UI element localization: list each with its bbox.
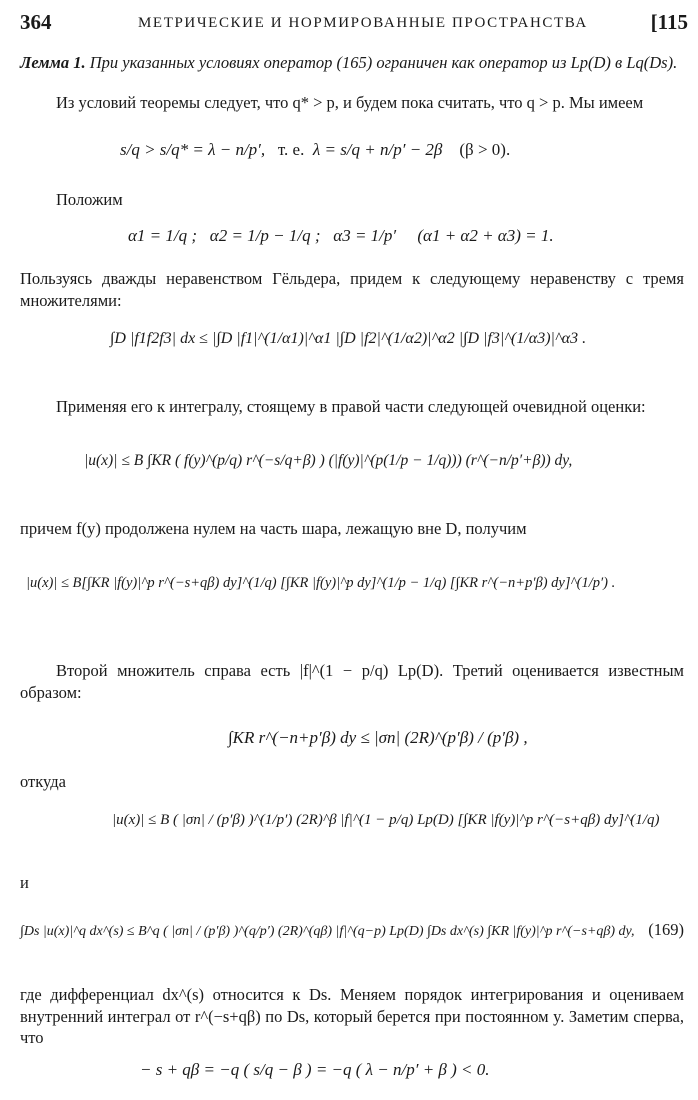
paragraph-4: причем f(y) продолжена нулем на часть шара, лежащую вне D, получим (20, 519, 527, 538)
equation-4: |u(x)| ≤ B ∫KR ( f(y)^(p/q) r^(−s/q+β) ) (|f(y)|^(p(1/p − 1/q))) (r^(−n/p′+β)) dy, (84, 452, 573, 469)
eq8-body: ∫Ds |u(x)|^q dx^(s) ≤ B^q ( |σn| / (p′β) )^(q/p′) (2R)^(qβ) |f|^(q−p) Lp(D) ∫Ds dx^(s) ∫KR |f(y)|^p r^(−s+qβ) dy, (20, 924, 635, 939)
lemma-label: Лемма 1. (20, 53, 86, 72)
eq1-middle: т. е. (277, 140, 305, 159)
section-number: [115 (650, 10, 688, 34)
paragraph-6: где дифференциал dx^(s) относится к Ds. Меняем порядок интегрирования и оцениваем внутренний интеграл от r^(−s+qβ) по Ds, который берется при постоянном y. Заметим сперва, что (20, 985, 684, 1047)
alpha-1: α1 = 1/q ; (128, 226, 198, 245)
alpha-3: α3 = 1/p′ (333, 226, 397, 245)
page-number: 364 (20, 10, 52, 34)
equation-2 (128, 226, 554, 246)
lemma-text: При указанных условиях оператор (165) ограничен как оператор из Lp(D) в Lq(Ds). (89, 53, 678, 72)
lemma-statement (20, 52, 684, 74)
eq1-condition: (β > 0). (459, 140, 511, 159)
equation-1: s/q > s/q* = λ − n/p′, т. е. λ = s/q + n/p′ − 2β (β > 0). (120, 140, 511, 159)
equation-3: ∫D |f1f2f3| dx ≤ |∫D |f1|^(1/α1)|^α1 |∫D |f2|^(1/α2)|^α2 |∫D |f3|^(1/α3)|^α3 . (110, 330, 587, 347)
paragraph-1: Из условий теоремы следует, что q* > p, и будем пока считать, что q > p. Мы имеем (56, 93, 644, 112)
whence-label: откуда (20, 772, 66, 791)
running-title: МЕТРИЧЕСКИЕ И НОРМИРОВАННЫЕ ПРОСТРАНСТВА (138, 15, 588, 31)
equation-7: |u(x)| ≤ B ( |σn| / (p′β) )^(1/p′) (2R)^β |f|^(1 − p/q) Lp(D) [∫KR |f(y)|^p r^(−s+qβ) dy]^(1/q) (112, 812, 660, 828)
equation-8 (20, 924, 634, 940)
equation-5: |u(x)| ≤ B[∫KR |f(y)|^p r^(−s+qβ) dy]^(1/q) [∫KR |f(y)|^p dy]^(1/p − 1/q) [∫KR r^(−n+p′β) dy]^(1/p′) . (26, 575, 616, 591)
equation-6: ∫KR r^(−n+p′β) dy ≤ |σn| (2R)^(p′β) / (p′β) , (228, 728, 528, 747)
paragraph-3: Применяя его к интегралу, стоящему в правой части следующей очевидной оценки: (56, 397, 646, 416)
alpha-sum: (α1 + α2 + α3) = 1. (417, 226, 554, 245)
page-header (20, 10, 688, 40)
paragraph-2: Пользуясь дважды неравенством Гёльдера, придем к следующему неравенству с тремя множителями: (20, 269, 684, 310)
and-label: и (20, 873, 29, 892)
eq1-right: λ = s/q + n/p′ − 2β (312, 140, 443, 159)
put-label: Положим (56, 190, 123, 209)
alpha-2: α2 = 1/p − 1/q ; (209, 226, 321, 245)
equation-9: − s + qβ = −q ( s/q − β ) = −q ( λ − n/p′ + β ) < 0. (140, 1060, 490, 1079)
eq1-left: s/q > s/q* = λ − n/p′ (120, 140, 261, 159)
equation-number-169: (169) (648, 920, 684, 939)
paragraph-5: Второй множитель справа есть |f|^(1 − p/q) Lp(D). Третий оценивается известным образом: (20, 661, 684, 702)
